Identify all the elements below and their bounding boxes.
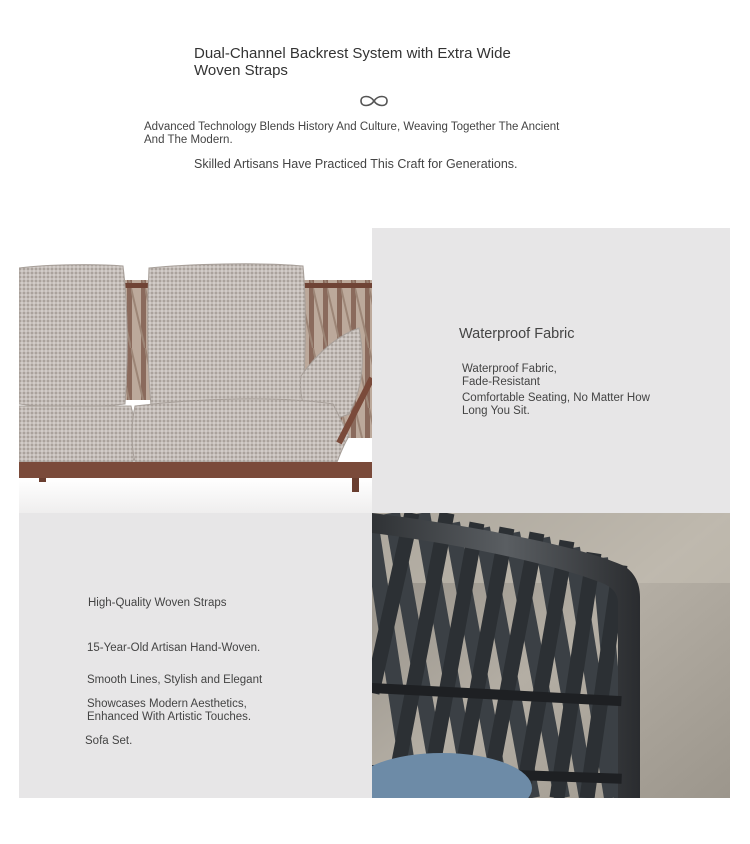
fabric-feature-2a: Comfortable Seating, No Matter How: [462, 392, 650, 404]
sofa-illustration: [19, 228, 372, 513]
page-title-line2: Woven Straps: [194, 62, 288, 79]
seat-cushion-left: [19, 406, 136, 462]
sofa-frame: [19, 462, 372, 478]
fabric-title: Waterproof Fabric: [459, 326, 575, 342]
straps-feature-3b: Enhanced With Artistic Touches.: [87, 711, 252, 723]
intro-paragraph: [144, 121, 604, 147]
straps-title: High-Quality Woven Straps: [88, 597, 227, 609]
page-title: [194, 45, 554, 79]
intro-paragraph-line2: And The Modern.: [144, 134, 233, 146]
straps-feature-1: 15-Year-Old Artisan Hand-Woven.: [87, 642, 261, 654]
fabric-feature-1: [462, 363, 682, 389]
straps-feature-4: Sofa Set.: [85, 735, 133, 747]
straps-feature-2: Smooth Lines, Stylish and Elegant: [87, 674, 263, 686]
fabric-feature-2b: Long You Sit.: [462, 405, 530, 417]
page-title-line1: Dual-Channel Backrest System with Extra Wide: [194, 45, 511, 62]
straps-feature-3: [87, 698, 337, 724]
back-cushion-left: [19, 265, 127, 407]
straps-panel: [19, 513, 372, 798]
seat-cushion-right: [132, 399, 349, 462]
fabric-feature-2: [462, 392, 692, 418]
fabric-feature-1b: Fade-Resistant: [462, 376, 540, 388]
woven-strap-closeup-image: [372, 513, 730, 798]
straps-feature-3a: Showcases Modern Aesthetics,: [87, 698, 247, 710]
back-cushion-right: [148, 264, 306, 409]
strap-closeup-illustration: [372, 513, 730, 798]
intro-paragraph-line1: Advanced Technology Blends History And Culture, Weaving Together The Ancient: [144, 121, 560, 133]
craft-paragraph: Skilled Artisans Have Practiced This Craft for Generations.: [194, 157, 518, 171]
infinity-icon: [356, 93, 392, 109]
fabric-feature-1a: Waterproof Fabric,: [462, 363, 557, 375]
sofa-image: [19, 228, 372, 513]
